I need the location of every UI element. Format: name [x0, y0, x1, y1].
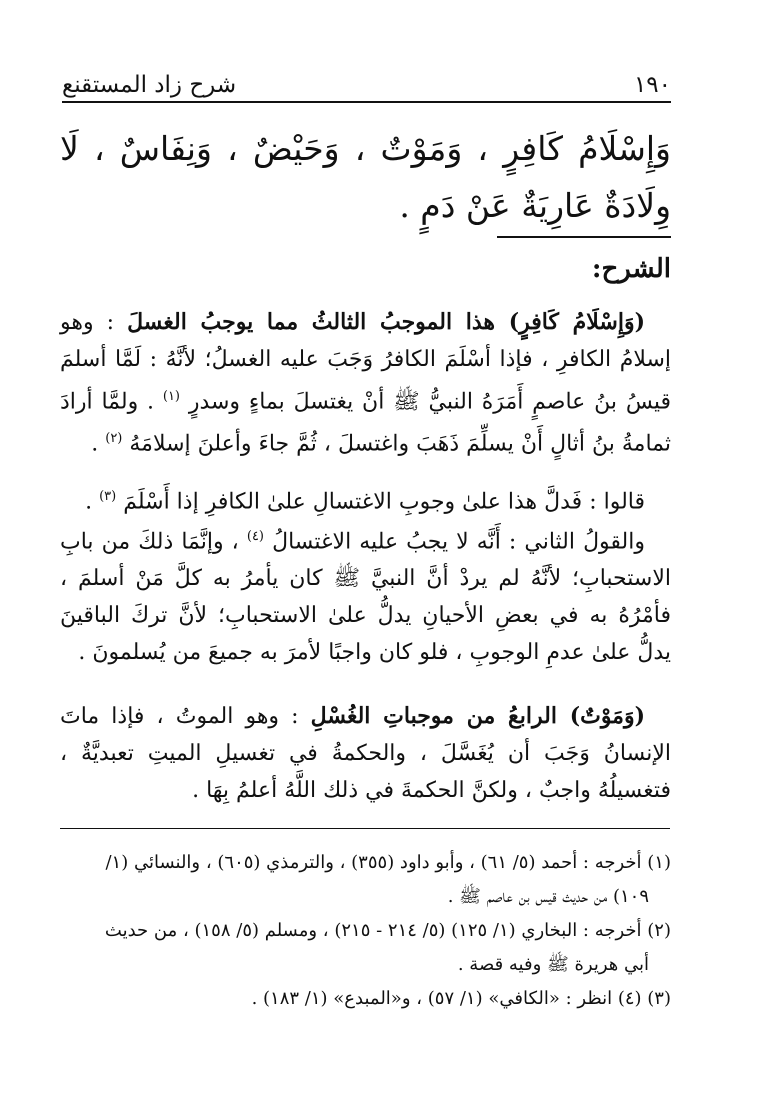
footnote-3 — [60, 982, 671, 1016]
commentary-paragraph-2 — [60, 478, 671, 520]
footnote-line: (٢) أخرجه : البخاري (١/ ١٢٥) (٥/ ٢١٤ - ٢١٥) ، ومسلم (٥/ ١٥٨) ، من حديث — [104, 920, 671, 941]
paragraph-text: ، وإنَّمَا ذلكَ من بابِ الاستحبابِ؛ لأنَّهُ لم يردْ أنَّ النبيَّ ﷺ كان يأمرُ به كلَّ مَنْ أسلمَ ، فأمْرُهُ به في بعضِ الأحيانِ يدلُّ علىٰ الاستحبابِ؛ لأنَّ تركَ الباقينَ يدلُّ علىٰ عدمِ الوجوبِ ، فلو كان واجبًا لأمرَ به جميعَ من يُسلمونَ . — [60, 529, 671, 666]
bold-lead: (وَمَوْتٌ) الرابعُ من موجباتِ الغُسْلِ — [310, 703, 645, 729]
commentary-paragraph-3 — [60, 518, 671, 671]
matn-divider — [497, 236, 671, 238]
paragraph-end: . — [91, 431, 99, 457]
commentary-paragraph-1 — [60, 304, 671, 463]
footnote-ref: (١) — [162, 389, 180, 404]
header-divider — [62, 101, 671, 103]
sharh-heading: الشرح: — [591, 254, 671, 284]
paragraph-text: والقولُ الثاني : أَنَّه لا يجبُ عليه الاغتسالُ — [272, 529, 645, 555]
bold-lead: (وَإِسْلَامُ كَافِرٍ) هذا الموجبُ الثالثُ مما يوجبُ الغسلَ — [127, 309, 646, 335]
footnote-line: (٣) (٤) انظر : «الكافي» (١/ ٥٧) ، و«المبدع» (١/ ١٨٣) . — [251, 988, 671, 1009]
paragraph-text: : وهو إسلامُ الكافرِ ، فإذا أسْلَمَ الكافرُ وَجَبَ عليه الغسلُ؛ لأنَّهُ : لَمَّا أسلمَ قيسُ بنُ عاصمٍ أَمَرَهُ النبيُّ ﷺ أنْ يغتسلَ بماءٍ وسدرٍ — [60, 310, 672, 415]
footnote-line: ١٠٩) من حديث قيس بن عاصم ﷺ . — [447, 886, 649, 907]
footnote-2 — [60, 914, 671, 982]
footnote-1 — [60, 846, 671, 914]
footnote-ref: (٤) — [246, 529, 264, 544]
matn-verse: وَإِسْلَامُ كَافِرٍ ، وَمَوْتٌ ، وَحَيْضٌ ، وَنِفَاسٌ ، لَا وِلَادَةٌ عَارِيَةٌ عَنْ دَمٍ . — [60, 129, 671, 225]
book-title: شرح زاد المستقنع — [62, 72, 237, 98]
footnote-ref: (٢) — [105, 431, 123, 447]
paragraph-end: . — [85, 489, 93, 515]
paragraph-text: . ولمَّا أرادَ ثمامةُ بنُ أثالٍ أَنْ يسلِّمَ ذَهَبَ واغتسلَ ، ثُمَّ جاءَ وأعلنَ إسلامَهُ — [60, 389, 671, 457]
paragraph-text: قالوا : فَدلَّ هذا علىٰ وجوبِ الاغتسالِ علىٰ الكافرِ إذا أَسْلَمَ — [123, 489, 645, 515]
footnote-line: (١) أخرجه : أحمد (٥/ ٦١) ، وأبو داود (٣٥٥) ، والترمذي (٦٠٥) ، والنسائي (١/ — [105, 852, 671, 873]
footnote-ref: (٣) — [99, 489, 117, 504]
page-header — [62, 58, 671, 98]
paragraph-text: : وهو الموتُ ، فإذا ماتَ الإنسانُ وَجَبَ أن يُغَسَّلَ ، والحكمةُ في تغسيلِ الميتِ تعبديَّةٌ ، فتغسيلُهُ واجبٌ ، ولكنَّ الحكمةَ في ذلك اللَّهُ أعلمُ بِهَا . — [60, 704, 671, 803]
footnotes — [60, 846, 671, 1016]
page-number: ١٩٠ — [633, 72, 671, 98]
commentary-paragraph-4 — [60, 698, 671, 809]
footnotes-divider — [60, 828, 670, 829]
footnote-line: أبي هريرة ﷺ وفيه قصة . — [457, 954, 649, 975]
